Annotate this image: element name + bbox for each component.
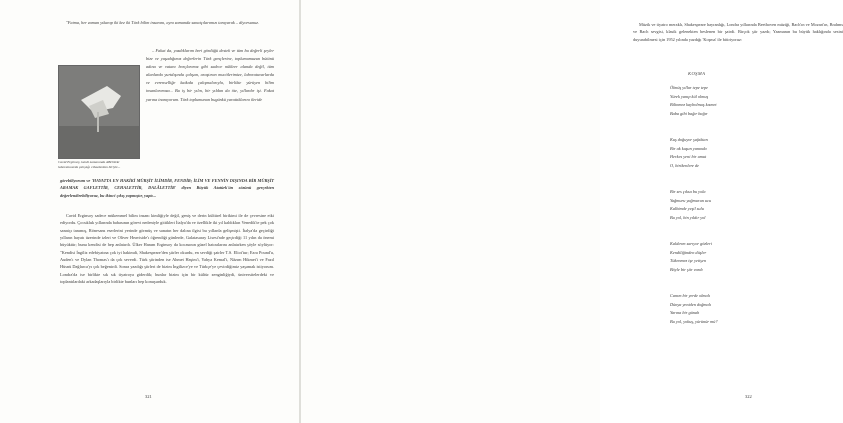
poem-line: Bir ak kuşun yanında bbox=[670, 145, 707, 151]
poem-stanza bbox=[670, 84, 790, 118]
poem-line: Ölmüş yıllar tepe tepe bbox=[670, 85, 709, 90]
bold-quote-paragraph: görebiliyorum ve 'HAYATTA EN HAKİKİ MÜRŞİT İLİMDİR, FENDİR; İLİM VE FENNİN DIŞINDA BİR MÜRŞİT ARAMAK GAFLETTİR, CEHALETTİR, DALÂLETTİR' diyen Büyük Atatürk'ün sözünü gerçekten değerlendirebiliyoruz, bu ikinci çıkış yapmıştır, yaptı... bbox=[60, 178, 274, 198]
right-intro-paragraph: Müzik ve tiyatro meraklı, Shakespeare hayranlığı, Londra yıllarında Beethoven müziği, Bach'ın ve Mozart'ın, Brahms ve Bach sevgisi, klasik gelenekten beslenen bir şairdi. Birçok şiir yazdı; Yazmanın bu büyük haklığında sesini duyurabilmesi için 1952 yılında yazdığı 'Koşma' ile bitiriyoruz: bbox=[633, 22, 843, 42]
poem-line: Baba gibi bağır bağır bbox=[670, 110, 708, 116]
photo-caption: Cavid Erginsoy, kendi zamanında ABD'deki laboratuvarda çalıştığı cihazlardan biriyle... bbox=[58, 160, 121, 169]
poem-line: Canım bir yerde olmalı bbox=[670, 293, 711, 298]
poem-line: Bir ses çıksa bu yola bbox=[670, 189, 706, 194]
poem-stanza bbox=[670, 240, 790, 274]
poem-line: Yağmuru yağmurun ucu bbox=[670, 197, 712, 203]
poem-line: Bu yol, yokuş, yürünür mü? bbox=[670, 318, 718, 324]
poem-line: Herkes yeni bir umut bbox=[670, 154, 707, 160]
intro-paragraph: "Fatma, her zaman yıkanıp iki kez iki Türk bilim insanını, aynı zamanda sanatçılarımızı tanıyarak – diyorsunuz. bbox=[66, 20, 260, 25]
poem-line: Bilinmez kaybolmuş kısmet bbox=[670, 102, 717, 108]
poem-line: Yarına bir günah bbox=[670, 310, 700, 316]
poem-stanza bbox=[670, 136, 790, 170]
poem-line: Böyle bir şiir vardı bbox=[670, 266, 703, 272]
poem-line: Kalbimde yeşil sulu bbox=[670, 206, 704, 212]
left-page bbox=[0, 0, 300, 423]
body-paragraph: Cavid Erginsoy sadece mükemmel bilim insanı kimliğiyle değil, geniş ve derin kültürel birikimi ile de çevresine etki ediyordu. Çocukluk yıllarında babasının görevi nedeniyle gittikleri İtalya'da ve özellikle iki yıl kaldıkları Venedik'te pek çok sanatçı tanımış, Rönesans eserlerini yerinde görmüş ve sanatın her dalına ilgisi bu yıllarda gelişmişti. İtalya'da geçirdiği yılların hayatı üzerinde izleri ve Oliver Heaviside'ı öğrendiği günlerde, Galatasaray Lisesi'nde geçirdiği 11 yılın da önemi büyüktür; bunu kendisi de hep anlatırdı. Ülker Hanım Erginsoy da kocasının güzel hatıralarını anlatırken şöyle söylüyor: "Kendisi İngiliz edebiyatına çok iyi hakimdi, Shakespeare'den şiirler okurdu, en sevdiği şairler T.S. Eliot'tur; Ezra Pound'u, Auden'ı ve Dylan Thomas'ı da çok severdi. Türk şiirinden ise Ahmet Haşim'i, Yahya Kemal'i, Nâzım Hikmet'i ve Fazıl Hüsnü Dağlarca'yı çok beğenirdi. Sonra yazdığı şiirleri de bizim İngilizce'ye ve Türkçe'ye çevirdiğimiz yaşamak istiyorum. Londra'da ise birlikte sık sık tiyatroya giderdik; bunlar bizim için bir kültür zenginliğiydi, üniversitelerdeki ve toplantılardaki arkadaşlarıyla birlikte bunları hep konuşurduk. bbox=[60, 213, 274, 285]
page-number-left: 321 bbox=[145, 394, 152, 399]
poem-line: Kendiliğinden düşler bbox=[670, 249, 707, 255]
poem-line: Yürek yanıp kül olmuş bbox=[670, 93, 709, 99]
poem-line: Kuş doğuyor şafaktan bbox=[670, 137, 708, 142]
poem-stanza bbox=[670, 292, 790, 326]
poem-line: Tükenmez işe yetişen bbox=[670, 258, 707, 264]
photo-figure bbox=[58, 65, 140, 159]
poem-line: Bu yol, bin yıldır yol bbox=[670, 214, 706, 220]
poem-stanza bbox=[670, 188, 790, 222]
italic-column-text: – Fakat da, yazdıklarım beri gördüğü destek ve tüm bu değerli şeyler bize ve yaşadığımız değerlerin Türk gençlerine, toplumumuzun bütünü adına ve vatanı borçlarımız gibi sadece nükleer alanda değil, tüm alanlarda yurtdışında çalışan, araştıran mucitlerimize, laboratuvarlarda ve evrenselliğe katkıda çalışmalarıyla, birlikte yürüyen bilim insanlarımıza... Bu iş bir yılın, bir yıldan da öte, yıllardır işi. Fakat yarına inanıyorum. Türk toplumunun bugünkü yarattıklarını ileride bbox=[146, 48, 274, 102]
poem-line: O, birikenlere de bbox=[670, 162, 700, 168]
right-page bbox=[300, 0, 843, 423]
poem-line: Dünya yeniden doğmalı bbox=[670, 301, 712, 307]
poem-line: Kaldırım sarıyor gözleri bbox=[670, 241, 713, 246]
poem-title: KOŞMA bbox=[688, 71, 706, 76]
page-number-right: 322 bbox=[745, 394, 752, 399]
